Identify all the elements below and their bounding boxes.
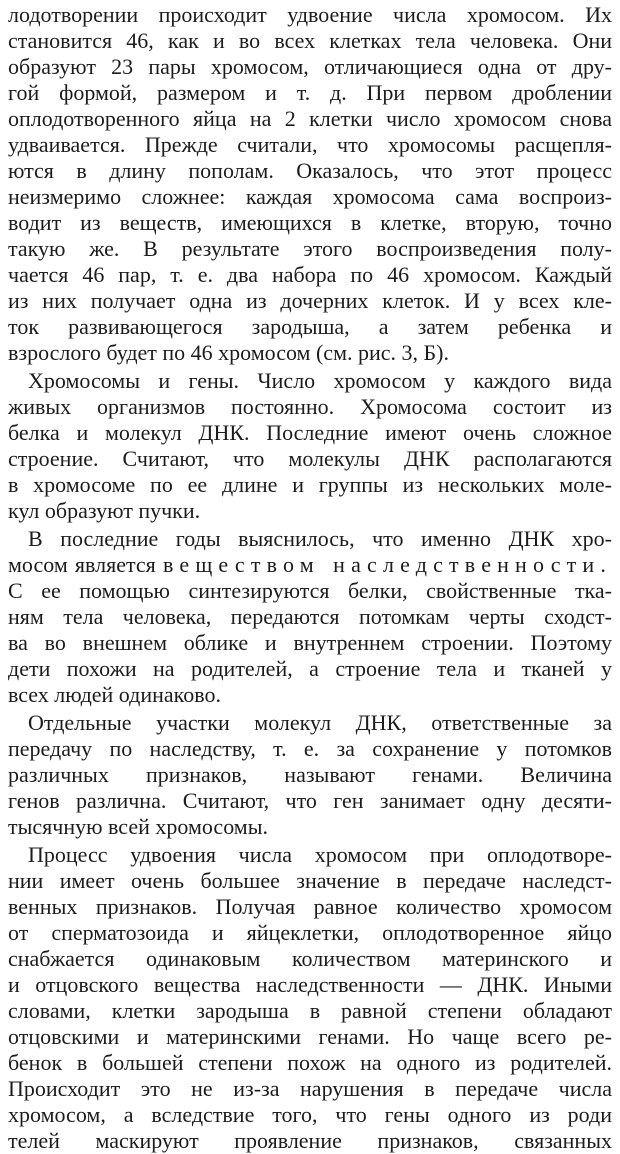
text-line: тысячную всей хромосомы. — [8, 814, 268, 839]
text-line: снабжается одинаковым количеством материнского и — [8, 946, 612, 971]
text-line: чается 46 пар, т. е. два набора по 46 хромосом. Каждый — [8, 262, 612, 287]
text-fragment: мосом является — [8, 552, 156, 577]
text-line: Происходит это не из-за нарушения в передаче числа — [8, 1076, 612, 1101]
paragraph-chromosome-doubling — [8, 2, 612, 366]
text-line: венных признаков. Получая равное количество хромосом — [8, 894, 612, 919]
text-line: ются в длину пополам. Оказалось, что этот процесс — [8, 158, 612, 183]
text-line: водит из веществ, имеющихся в клетке, вторую, точно — [8, 210, 612, 235]
text-line: генов различна. Считают, что ген занимает одну десяти- — [8, 788, 612, 813]
text-line: ток развивающегося зародыша, а затем ребенка и — [8, 314, 612, 339]
spaced-emphasis-text: веществом наследственности. — [162, 552, 612, 577]
text-line: такую же. В результате этого воспроизведения полу- — [8, 236, 612, 261]
text-line: образуют 23 пары хромосом, отличающиеся одна от дру- — [8, 54, 612, 79]
text-line: удваивается. Прежде считали, что хромосомы расщепля- — [8, 132, 612, 157]
text-line: гой формой, размером и т. д. При первом дроблении — [8, 80, 612, 105]
book-page — [8, 2, 612, 1153]
text-line: становится 46, как и во всех клетках тела человека. Они — [8, 28, 612, 53]
text-line: отцовскими и материнскими генами. Но чаще всего ре- — [8, 1024, 612, 1049]
text-line: Отдельные участки молекул ДНК, ответственные за — [28, 710, 612, 735]
text-line: нии имеет очень большее значение в передаче наследст- — [8, 868, 612, 893]
text-line: лодотворении происходит удвоение числа хромосом. Их — [8, 2, 612, 27]
text-line: бенок в большей степени похож на одного из родителей. — [8, 1050, 612, 1075]
text-line: дети похожи на родителей, а строение тела и тканей у — [8, 656, 612, 681]
text-line: С ее помощью синтезируются белки, свойственные тка- — [8, 578, 612, 603]
text-line: взрослого будет по 46 хромосом (см. рис. 3, Б). — [8, 340, 449, 365]
text-line: хромосом, а вследствие того, что гены одного из роди — [8, 1102, 612, 1127]
paragraph-heredity-transmission — [8, 842, 612, 1154]
text-line: строение. Считают, что молекулы ДНК располагаются — [8, 446, 612, 471]
text-line: ням тела человека, передаются потомкам черты сходст- — [8, 604, 612, 629]
text-line: передачу по наследству, т. е. за сохранение у потомков — [8, 736, 612, 761]
text-line: Хромосомы и гены. Число хромосом у каждого вида — [28, 368, 612, 393]
text-line: телей маскируют проявление признаков, связанных — [8, 1128, 612, 1153]
paragraph-genes-definition — [8, 710, 612, 840]
text-line-emphasis — [8, 552, 612, 578]
text-line: от сперматозоида и яйцеклетки, оплодотворенное яйцо — [8, 920, 612, 945]
text-line: из них получает одна из дочерних клеток. И у всех кле- — [8, 288, 612, 313]
text-line: различных признаков, называют генами. Величина — [8, 762, 612, 787]
text-line: и отцовского вещества наследственности — ДНК. Иными — [8, 972, 612, 997]
paragraph-chromosomes-and-genes — [8, 368, 612, 524]
text-line: неизмеримо сложнее: каждая хромосома сама воспроиз- — [8, 184, 612, 209]
text-line: ва во внешнем облике и внутреннем строении. Поэтому — [8, 630, 612, 655]
text-line: кул образуют пучки. — [8, 498, 201, 523]
text-line: Процесс удвоения числа хромосом при оплодотворе- — [28, 842, 612, 867]
paragraph-dna-heredity — [8, 526, 612, 708]
text-line: словами, клетки зародыша в равной степени обладают — [8, 998, 612, 1023]
text-line: живых организмов постоянно. Хромосома состоит из — [8, 394, 612, 419]
text-line: В последние годы выяснилось, что именно ДНК хро- — [28, 526, 612, 551]
text-line: оплодотворенного яйца на 2 клетки число хромосом снова — [8, 106, 612, 131]
text-line: всех людей одинаково. — [8, 682, 221, 707]
text-line: в хромосоме по ее длине и группы из нескольких моле- — [8, 472, 612, 497]
text-line: белка и молекул ДНК. Последние имеют очень сложное — [8, 420, 612, 445]
